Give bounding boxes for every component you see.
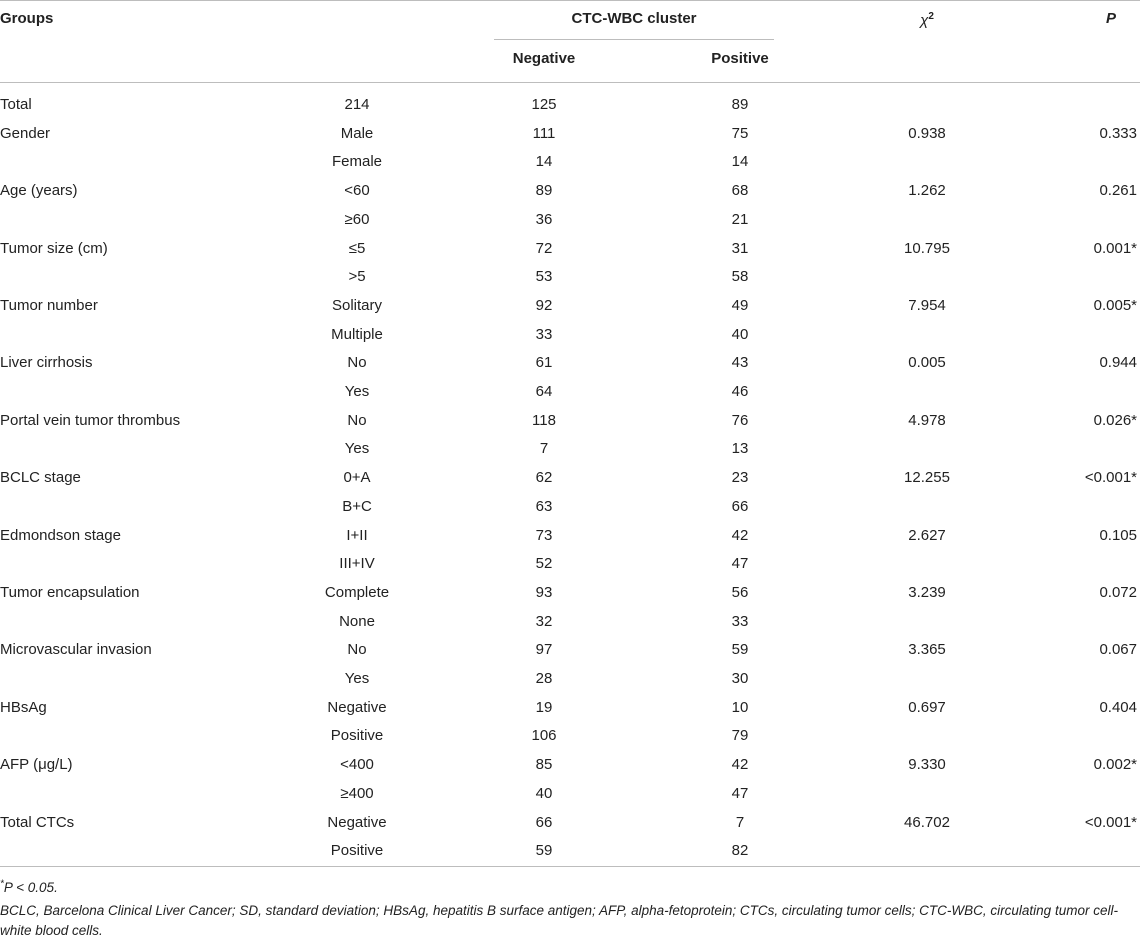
cell-positive: 59 (731, 641, 749, 658)
cell-chi-square: 4.978 (908, 412, 946, 429)
cell-group: HBsAg (0, 699, 47, 716)
cell-subgroup: No (347, 354, 367, 371)
cell-chi-square: 1.262 (908, 182, 946, 199)
cell-subgroup: Yes (344, 440, 370, 457)
cell-subgroup: III+IV (339, 555, 375, 572)
header-cluster: CTC-WBC cluster (571, 10, 697, 27)
cell-p-value: <0.001* (1084, 469, 1137, 486)
cell-negative: 106 (531, 727, 557, 744)
cell-positive: 47 (731, 555, 749, 572)
cell-p-value: 0.026* (1093, 412, 1137, 429)
cell-subgroup: >5 (348, 268, 366, 285)
cell-negative: 93 (535, 584, 553, 601)
cell-chi-square: 2.627 (908, 527, 946, 544)
cell-subgroup: ≥60 (344, 211, 370, 228)
cell-positive: 10 (731, 699, 749, 716)
cell-negative: 61 (535, 354, 553, 371)
cell-subgroup: Negative (327, 699, 387, 716)
header-groups: Groups (0, 10, 54, 27)
cell-p-value: 0.067 (1099, 641, 1137, 658)
cell-negative: 66 (535, 814, 553, 831)
cell-negative: 125 (531, 96, 557, 113)
cell-negative: 40 (535, 785, 553, 802)
cell-positive: 89 (731, 96, 749, 113)
cell-subgroup: No (347, 412, 367, 429)
cell-negative: 19 (535, 699, 553, 716)
cell-p-value: 0.001* (1093, 240, 1137, 257)
cell-positive: 82 (731, 842, 749, 859)
header-chi-square (920, 11, 934, 31)
cell-negative: 92 (535, 297, 553, 314)
chi-base: χ (920, 12, 929, 29)
cell-group: Microvascular invasion (0, 641, 152, 658)
cell-positive: 42 (731, 527, 749, 544)
cell-subgroup: Female (331, 153, 383, 170)
cell-positive: 23 (731, 469, 749, 486)
cell-subgroup: None (339, 613, 375, 630)
cell-positive: 7 (735, 814, 745, 831)
cell-negative: 36 (535, 211, 553, 228)
cell-group: Portal vein tumor thrombus (0, 412, 181, 429)
cell-p-value: <0.001* (1084, 814, 1137, 831)
table-top-rule (0, 0, 1140, 1)
cluster-underline (494, 39, 774, 40)
cell-negative: 53 (535, 268, 553, 285)
cell-subgroup: ≤5 (348, 240, 366, 257)
cell-subgroup: Solitary (331, 297, 383, 314)
cell-negative: 59 (535, 842, 553, 859)
cell-positive: 40 (731, 326, 749, 343)
cell-subgroup: Positive (330, 727, 384, 744)
cell-chi-square: 46.702 (904, 814, 950, 831)
cell-negative: 14 (535, 153, 553, 170)
cell-subgroup: Yes (344, 383, 370, 400)
cell-chi-square: 7.954 (908, 297, 946, 314)
cell-negative: 64 (535, 383, 553, 400)
cell-negative: 62 (535, 469, 553, 486)
cell-subgroup: Complete (324, 584, 390, 601)
cell-negative: 52 (535, 555, 553, 572)
cell-negative: 28 (535, 670, 553, 687)
cell-chi-square: 0.005 (908, 354, 946, 371)
cell-group: Age (years) (0, 182, 78, 199)
cell-negative: 73 (535, 527, 553, 544)
cell-positive: 31 (731, 240, 749, 257)
cell-p-value: 0.002* (1093, 756, 1137, 773)
cell-subgroup: Multiple (331, 326, 383, 343)
cell-negative: 72 (535, 240, 553, 257)
cell-group: BCLC stage (0, 469, 81, 486)
cell-p-value: 0.333 (1099, 125, 1137, 142)
cell-positive: 56 (731, 584, 749, 601)
abbreviations-footnote: BCLC, Barcelona Clinical Liver Cancer; SD, standard deviation; HBsAg, hepatitis B surface antigen; AFP, alpha-fetoprotein; CTCs, circulating tumor cells; CTC-WBC, circulating tumor cell-white blood cells. (0, 903, 1118, 938)
cell-negative: 111 (532, 125, 556, 142)
cell-chi-square: 9.330 (908, 756, 946, 773)
cell-negative: 63 (535, 498, 553, 515)
cell-group: Tumor encapsulation (0, 584, 140, 601)
header-positive: Positive (711, 50, 769, 67)
cell-positive: 33 (731, 613, 749, 630)
cell-p-value: 0.261 (1099, 182, 1137, 199)
cell-negative: 7 (539, 440, 549, 457)
cell-positive: 21 (731, 211, 749, 228)
cell-subgroup: B+C (342, 498, 372, 515)
cell-p-value: 0.404 (1099, 699, 1137, 716)
cell-negative: 97 (535, 641, 553, 658)
cell-negative: 118 (532, 412, 556, 429)
cell-group: Tumor number (0, 297, 98, 314)
cell-positive: 49 (731, 297, 749, 314)
cell-subgroup: ≥400 (340, 785, 374, 802)
cell-subgroup: <400 (340, 756, 374, 773)
cell-positive: 46 (731, 383, 749, 400)
footnote-star: * (0, 878, 4, 890)
cell-positive: 58 (731, 268, 749, 285)
footnote-text: P < 0.05. (3, 880, 58, 895)
cell-chi-square: 0.938 (908, 125, 946, 142)
cell-group: Tumor size (cm) (0, 240, 108, 257)
cell-subgroup: I+II (346, 527, 368, 544)
header-bottom-rule (0, 82, 1140, 83)
cell-group: Gender (0, 125, 51, 142)
cell-negative: 89 (535, 182, 553, 199)
cell-subgroup: Yes (344, 670, 370, 687)
cell-chi-square: 3.239 (908, 584, 946, 601)
cell-p-value: 0.072 (1099, 584, 1137, 601)
cell-subgroup: 214 (344, 96, 370, 113)
cell-positive: 76 (731, 412, 749, 429)
cell-positive: 47 (731, 785, 749, 802)
cell-p-value: 0.944 (1099, 354, 1137, 371)
cell-subgroup: Negative (327, 814, 387, 831)
cell-chi-square: 10.795 (904, 240, 950, 257)
cell-positive: 75 (731, 125, 749, 142)
cell-negative: 33 (535, 326, 553, 343)
cell-group: Edmondson stage (0, 527, 121, 544)
significance-footnote (0, 878, 58, 898)
chi-sup: 2 (928, 11, 934, 22)
cell-p-value: 0.105 (1099, 527, 1137, 544)
cell-group: Liver cirrhosis (0, 354, 93, 371)
cell-subgroup: Positive (330, 842, 384, 859)
cell-subgroup: 0+A (343, 469, 371, 486)
cell-subgroup: <60 (344, 182, 370, 199)
cell-positive: 13 (731, 440, 749, 457)
cell-chi-square: 0.697 (908, 699, 946, 716)
cell-negative: 85 (535, 756, 553, 773)
cell-p-value: 0.005* (1093, 297, 1137, 314)
header-p: P (1105, 10, 1116, 27)
cell-subgroup: Male (340, 125, 374, 142)
cell-positive: 14 (731, 153, 749, 170)
cell-positive: 68 (731, 182, 749, 199)
cell-chi-square: 3.365 (908, 641, 946, 658)
cell-negative: 32 (535, 613, 553, 630)
cell-positive: 42 (731, 756, 749, 773)
table-bottom-rule (0, 866, 1140, 867)
cell-subgroup: No (347, 641, 367, 658)
cell-positive: 43 (731, 354, 749, 371)
cell-chi-square: 12.255 (904, 469, 950, 486)
header-negative: Negative (512, 50, 576, 67)
cell-positive: 79 (731, 727, 749, 744)
cell-positive: 66 (731, 498, 749, 515)
cell-group: Total CTCs (0, 814, 75, 831)
cell-positive: 30 (731, 670, 749, 687)
cell-group: AFP (μg/L) (0, 756, 73, 773)
cell-group: Total (0, 96, 32, 113)
